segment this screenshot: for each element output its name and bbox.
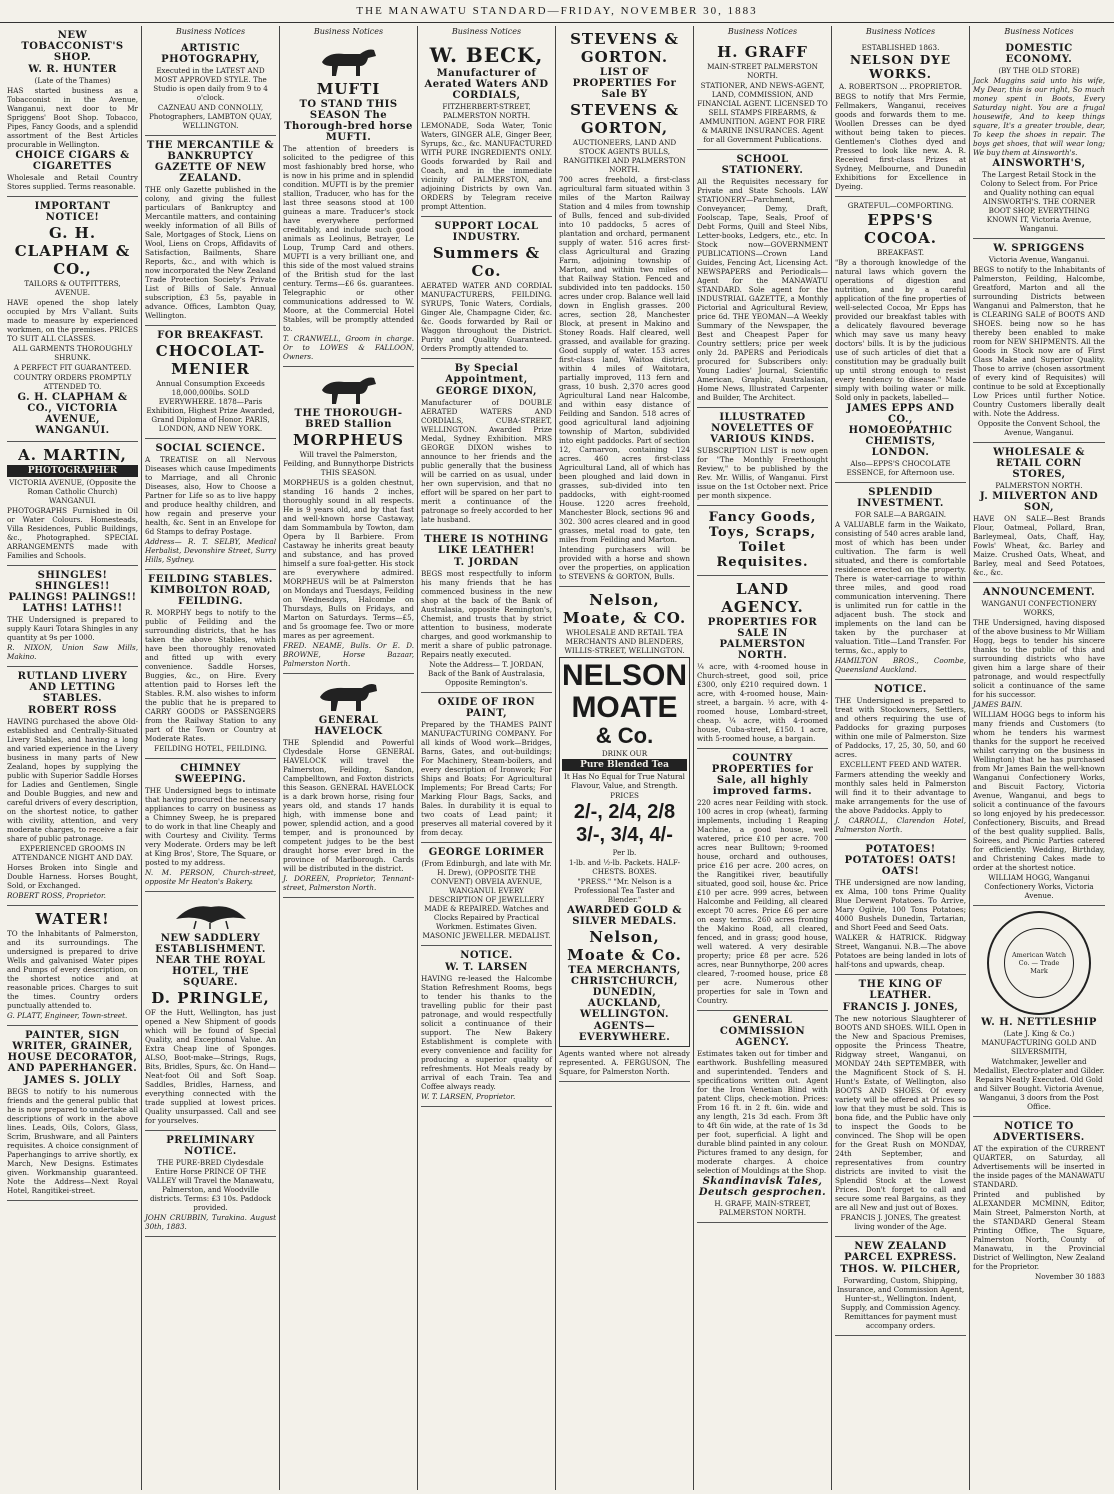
ad-body: R. MORPHY begs to notify to the public of Feilding and the surrounding districts, that he has taken the above Stables, which have been thoroughly renovated and fitted up with every convenience. Saddle Horses, Buggies, &c., on Hire. Every attention paid to Horses left the Stables. R.M. also wishes to inform the public that he is prepared to CARRY GOODS or PASSENGERS from the Railway Station to any part of the Town or Country at Moderate Rates. <box>145 608 276 743</box>
ad-title: NOTICE TO ADVERTISERS. <box>993 1121 1085 1143</box>
ad-body: THE Undersigned, having disposed of the above business to Mr William Hogg, begs to tender his sincere thanks to the public of this and surrounding districts who have given him a large share of their patronage, and would respectfully solicit a continuance of the same for his successor. <box>973 618 1105 699</box>
ad-body: SUBSCRIPTION LIST is now open for "The Monthly Freethought Review," to be published by the Rev. Mr. Willis, of Wanganui. First issue on the 1st October next. Price per month sixpence. <box>697 446 828 500</box>
ad-advertiser: AINSWORTH'S, <box>992 158 1086 169</box>
ad-notice-to-advertisers <box>973 1117 1105 1286</box>
ad-title-banner: PHOTOGRAPHER <box>7 465 138 477</box>
ad-advertiser: W. BECK, <box>429 43 544 67</box>
ad-body: The attention of breeders is solicited to the pedigree of this most fashionably bred horse, who is now in his prime and in splendid condition. MUFTI is by the premier stallion, Traducer, who has for the last three seasons stood at 100 guineas a mare. Traducer's stock have everywhere performed creditably, and include such good animals as Leolinus, Betrayer, Le Loup, Trump Card and others. MUFTI is a very brilliant one, and this side of the most valued strains of the British stud for the last century. Terms—£6 6s. guarantees. Telegraphic or other communications addressed to W. Moore, at the Commercial Hotel Stables, will be promptly attended to. <box>283 144 414 333</box>
ad-subtitle: PALMERSTON NORTH. <box>995 481 1083 490</box>
tea-panel <box>559 657 690 1047</box>
ad-body: Estimates taken out for timber and earthwork. Bushfelling measured and superintended. Tenders and specifications written out. Agent for the Iron Venetian Blind with patent Clips, check-motion. Prices: From 16 ft. in 2 ft. 6in. wide and any length, 21s 3d each. From 3ft to 4ft 6in wide, at the rate of 1s 3d per foot, superficial. A light and durable blind painted in any colour. Pictures framed to any design, for moderate charges. A choice selection of Mouldings at the Shop. <box>697 1049 828 1175</box>
ad-signature: T. CRANWELL, Groom in charge. Or to LOWES & FALLOON, Owners. <box>283 334 414 361</box>
ad-subtitle: Victoria Avenue, Wanganui. <box>988 255 1090 264</box>
ad-body: MORPHEUS is a golden chestnut, standing 16 hands 2 inches, thoroughly sound in all respects. He is 9 years old, and by that fast and well-known horse Castaway, dam Sommambula by Towton, dam Opera by Il Barbiere. From Castaway he inherits great beauty and substance, and has proved himself a sure foal-getter. His stock are everywhere admired. MORPHEUS will be at Palmerston on Mondays and Tuesdays, Feilding on Wednesdays, Halcombe on Thursdays, Bulls on Fridays, and Marton on Saturdays. Terms—£5, and 5s groomage fee. Two or more mares as per agreement. <box>283 478 414 640</box>
ad-subtitle: PROPERTIES FOR SALE IN PALMERSTON NORTH. <box>707 617 818 661</box>
ad-artistic-photography <box>145 39 276 136</box>
ad-signature: Note the Address— T. JORDAN, Back of the Bank of Australasia, Opposite Remington's. <box>428 660 545 687</box>
ad-signature: N. M. PERSON, Church-street, opposite Mr Heaton's Bakery. <box>145 868 276 886</box>
ad-parcel-express <box>835 1237 966 1336</box>
column-2 <box>142 26 280 1490</box>
ad-body: THE only Gazette published in the colony, and giving the fullest particulars of Bankruptcy and Mercantile matters, and containing weekly information of all Bills of Sale, Mortgages of Stock, Liens on Wool, Liens on Crops, Affidavits of Satisfaction, Bailments, Share Reports, &c., and with which is now incorporated the New Zealand Trade Protection Society's Private List of Bills of Sale. Annual subscription, £3 5s, payable in advance. Offices, Lambton Quay, Wellington. <box>145 185 276 320</box>
ad-feilding-stables <box>145 570 276 759</box>
prices-label: PRICES <box>610 791 639 800</box>
ad-subtitle: AUCTIONEERS, LAND AND STOCK AGENTS BULLS, RANGITIKEI AND PALMERSTON NORTH. <box>563 138 686 174</box>
ad-signature: WALKER & HATRICK. Ridgway Street, Wanganui. N.B.—The above Potatoes are being landed in lots of half-tons and upwards, cheap. <box>835 933 966 969</box>
ad-line: ALL GARMENTS THOROUGHLY SHRUNK. <box>12 344 133 362</box>
ad-signature: H. GRAFF, MAIN-STREET, PALMERSTON NORTH. <box>714 1199 811 1217</box>
ad-body: THE undersigned are now landing, ex Alma, 100 tons Prime Quality Blue Derwent Potatoes. To Arrive, Mary Ogilvie, 100 Tons Potatoes; 4000 Bushels Dunedin, Tartarian, and Short Feed and Seed Oats. <box>835 878 966 932</box>
ad-signature: HAMILTON BROS., Coombe, Queensland Auckland. <box>835 656 966 674</box>
ad-beck-aerated-waters <box>421 39 552 217</box>
ad-subtitle: (BY THE OLD STORE) <box>998 66 1080 75</box>
ad-title: THERE IS NOTHING LIKE LEATHER! <box>424 534 549 556</box>
drink-our: DRINK OUR <box>601 749 648 758</box>
ad-line: EXPERIENCED GROOMS IN ATTENDANCE NIGHT AND DAY. <box>12 844 133 862</box>
ad-title: Fancy Goods, Toys, Scraps, Toilet Requisites. <box>708 510 817 570</box>
ad-body: The Largest Retail Stock in the Colony to Select from. For Price and Quality nothing can equal AINSWORTH'S. THE CORNER BOOT SHOP, EVERYTHING KNOWN IT, Victoria Avenue, Wanganui. <box>980 170 1098 233</box>
ad-advertiser: W. H. NETTLESHIP <box>981 1017 1097 1028</box>
ad-advertiser: Nelson, Moate, & CO. <box>562 591 687 627</box>
ad-body: THE Undersigned begs to intimate that having procured the necessary appliances to carry on business as a Chimney Sweep, he is prepared to do work in that line Cheaply and with Courtesy and Civility. Terms very Moderate. Orders may be left at King Bros', Store, The Square, or posted to my address. <box>145 786 276 867</box>
ad-jolly-painter <box>7 1026 138 1201</box>
ad-signature: FEILDING HOTEL, FEILDING. <box>154 744 267 753</box>
ad-body: LEMONADE, Soda Water, Tonic Waters, GINGER ALE, Ginger Beer, Syrups, &c., &c. MANUFACTURED WITH PURE INGREDIENTS ONLY. Goods forwarded by Rail and Coach, and in the immediate vicinity of PALMERSTON, and adjoining Districts by own Van. ORDERS by Telegram receive prompt Attention. <box>421 121 552 211</box>
watch-seal <box>987 911 1091 1015</box>
ad-title: GENERAL COMMISSION AGENCY. <box>719 1015 806 1048</box>
ad-subtitle: (Late of the Thames) <box>34 76 111 85</box>
ad-signature: J. CARROLL, Clarendon Hotel, Palmerston North. <box>835 816 966 834</box>
ad-body: Forwarding, Custom, Shipping, Insurance, and Commission Agent, Hunter-st., Wellington. Indent, Supply, and Commission Agency. Remittances for payment must accompany orders. <box>836 1276 965 1330</box>
ad-body: Prepared by the THAMES PAINT MANUFACTURING COMPANY. For all kinds of Wood work—Bridges, Barns, Gates, and out-buildings; For Machinery, Steam-boilers, and every description of Ironwork; For Ships and Boats; For Agricultural Implements; For Bread Carts; For Marking Flour Bags, Sacks, and Bales. In durability it is equal to two coats of Lead paint; it preserves all material covered by it from decay. <box>421 720 552 837</box>
ad-body-2: Farmers attending the weekly and monthly sales held in Palmerston will find it to their advantage to make arrangements for the use of the above Paddocks. Apply to <box>835 770 966 815</box>
ad-signature: Address— R. T. SELBY, Medical Herbalist, Devonshire Street, Surry Hills, Sydney. <box>145 537 276 564</box>
ad-title: NOTICE. <box>874 684 927 695</box>
ad-advertiser: GEORGE DIXON, <box>436 386 537 397</box>
ad-advertiser: A. MARTIN, <box>18 446 127 464</box>
masthead: THE MANAWATU STANDARD—FRIDAY, NOVEMBER 30, 1883 <box>0 0 1114 23</box>
ad-subtitle: FOR SALE—A BARGAIN. <box>854 510 947 519</box>
ad-epps-cocoa <box>835 197 966 483</box>
ad-line: CHOICE CIGARS & CIGARETTES <box>15 150 130 172</box>
price-line: 2/-, 2/4, 2/8 <box>573 801 676 823</box>
ad-signature: JAMES EPPS AND CO., HOMOEOPATHIC CHEMISTS, LONDON. <box>846 403 955 458</box>
ad-tobacconist <box>7 26 138 197</box>
ad-school-stationery <box>697 150 828 408</box>
ad-advertiser: H. GRAFF <box>717 43 808 61</box>
ad-confectionery-announcement <box>973 583 1105 906</box>
column-4 <box>418 26 556 1490</box>
ad-title: ARTISTIC PHOTOGRAPHY, <box>161 43 260 65</box>
ad-advertiser: J. MILVERTON AND SON, <box>979 491 1099 513</box>
ad-title: NEW ZEALAND PARCEL EXPRESS. <box>844 1241 957 1263</box>
press-quote: "PRESS." "Mr. Nelson is a Professional Tea Taster and Blender." <box>574 877 675 904</box>
ad-signature: FRED. NEAME, Bulls. Or E. D. BROWNE, Horse Bazaar, Palmerston North. <box>283 641 414 668</box>
ad-body: HAVE opened the shop lately occupied by Mrs V'allant. Suits made to measure by experienced workmen, on the premises. PRICES TO SUIT ALL CLASSES. <box>7 298 138 343</box>
ad-mufti <box>283 39 414 367</box>
brand-word: & Co. <box>595 723 654 748</box>
ad-subtitle: A. ROBERTSON ... PROPRIETOR. <box>838 82 963 91</box>
ad-line: COUNTRY ORDERS PROMPTLY ATTENDED TO. <box>13 373 132 391</box>
ad-subtitle: Manufacturer of Aerated Waters AND CORDIALS, <box>424 68 549 101</box>
brand-name: Nelson, Moate & Co. <box>567 928 682 964</box>
ad-established: ESTABLISHED 1863. <box>861 43 940 52</box>
ad-title: WHOLESALE & RETAIL CORN STORES, <box>993 447 1085 480</box>
ad-signature: R. NIXON, Union Saw Mills, Makino. <box>7 643 138 661</box>
ad-address: FITZHERBERT-STREET, PALMERSTON NORTH. <box>442 102 531 120</box>
ad-signature: W. T. LARSEN, Proprietor. <box>421 1092 516 1101</box>
ad-general-havelock <box>283 674 414 898</box>
ad-prince-of-the-valley <box>145 1131 276 1237</box>
column-3 <box>280 26 418 1490</box>
column-header: Business Notices <box>175 27 246 36</box>
ad-signature: ROBERT ROSS, Proprietor. <box>7 891 106 900</box>
ad-rutland-stables <box>7 667 138 906</box>
ad-advertiser: W. R. HUNTER <box>28 64 117 75</box>
saddle-illustration <box>166 897 256 931</box>
ad-domestic-economy <box>973 39 1105 239</box>
ad-also: Also—EPPS'S CHOCOLATE ESSENCE, for Afternoon use. <box>846 459 955 477</box>
ad-title: OXIDE OF IRON PAINT, <box>437 697 536 719</box>
tea-merchants: TEA MERCHANTS, CHRISTCHURCH, DUNEDIN, AUCKLAND, WELLINGTON. <box>568 965 681 1020</box>
ad-body: A TREATISE on all Nervous Diseases which cause Impediments to Marriage, and all Chronic Diseases, also, How to Choose a Partner for Life so as to live happy and produce healthy children, and how regain and preserve your health, &c. Sent in an Envelope for 6d Stamps to defray Postage. <box>145 455 276 536</box>
ad-german-line: Skandinavisk Tales, Deutsch gesprochen. <box>698 1176 827 1198</box>
ad-title: THE THOROUGH-BRED Stallion <box>294 408 403 430</box>
column-7 <box>832 26 970 1490</box>
ad-advertiser: THOS. W. PILCHER, <box>840 1264 961 1275</box>
ad-potatoes-oats <box>835 840 966 975</box>
ad-george-dixon <box>421 359 552 530</box>
brand-word: MOATE <box>571 691 678 724</box>
ad-advertiser: ROBERT ROSS <box>28 705 117 716</box>
ad-body: A VALUABLE farm in the Waikato, consisting of 540 acres arable land, most of which has been under cultivation. The farm is well situated, and there is comfortable residence erected on the property. There is water-carriage to within three miles, and good road communication intervening. There is unlimited run for cattle in the adjacent bush. The stock and implements on the land can be taken by the purchaser at valuation. Title—Land Transfer. For terms, &c., apply to <box>835 520 966 655</box>
ad-body: THE Undersigned is prepared to treat with Stockowners, Settlers, and others requiring the use of Paddocks for grazing purposes within one mile of Palmerston. Size of Paddocks, 17, 25, 30, 50, and 60 acres. <box>835 696 966 759</box>
ad-title: SOCIAL SCIENCE. <box>155 443 266 454</box>
ad-advertiser: W. SPRIGGENS <box>993 243 1085 254</box>
ad-title: NOTICE. <box>460 950 513 961</box>
ad-king-of-leather <box>835 975 966 1237</box>
ad-body: HAS started business as a Tobacconist in the Avenue, Wanganui, next door to Mr Spriggens' Boot Shop. Tobacco, Pipes, Fancy Goods, and a splendid assortment of the Best Articles procurable in Wellington. <box>7 86 138 149</box>
ad-country-properties <box>697 749 828 1011</box>
ad-title: TO STAND THIS SEASON The Thorough-bred horse MUFTI. <box>284 99 413 143</box>
ad-subtitle: Will travel the Palmerston, Feilding, and Bunnythorpe Districts THIS SEASON. <box>283 450 414 477</box>
ad-advertiser: NELSON DYE WORKS. <box>850 53 951 81</box>
ad-body: AERATED WATER AND CORDIAL MANUFACTURERS, FEILDING. SYRUPS, Tonic Waters, Cordials, Ginger Ale, Champagne Cider, &c. &c. Goods forwarded by Rail or Waggon throughout the District. Purity and Quality Guaranteed. Orders Promptly attended to. <box>421 281 552 353</box>
ad-body-tail: Horses Broken into Single and Double Harness. Horses Bought, Sold, or Exchanged. <box>7 863 138 890</box>
ad-subtitle: TAILORS & OUTFITTERS, AVENUE. <box>24 279 121 297</box>
ad-advertiser: T. JORDAN <box>454 557 519 568</box>
ad-body: 220 acres near Feilding with stock. 100 acres in crop (wheat), farming implements, including 1 Reaping Machine, a good house, well watered, price £10 per acre. 700 acres near Bulltown; 9-roomed house, orchard and outhouses, price £16 per acre. 200 acres, on the Rangitikei river, beautifully situated, good soil, house &c. Price £10 per acre. 999 acres, between Halcombe and Feilding, all cleared except 70 acres. Price £6 per acre on easy terms. 260 acres fronting the Makino Road, all cleared, fenced, and in grass; good house, well watered. A very desirable property; price £8 per acre. 526 acres, near Bunnythorpe, 200 acres cleared, 7-roomed house, price £8 per acre. Numerous other properties for sale in Town and Country. <box>697 798 828 1005</box>
ad-footer: Opposite the Convent School, the Avenue, Wanganui. <box>977 419 1101 437</box>
ad-water <box>7 906 138 1026</box>
column-6 <box>694 26 832 1490</box>
ad-shingles <box>7 566 138 667</box>
agents: AGENTS—EVERYWHERE. <box>578 1021 671 1043</box>
ad-title: THE MERCANTILE & BANKRUPTCY GAZETTE OF NEW ZEALAND. <box>146 140 275 184</box>
horse-illustration <box>314 679 384 713</box>
ad-body: BEGS to notify to his numerous friends and the general public that he is now prepared to undertake all descriptions of work in the above lines. Leads, Oils, Colors, Glass, Scrim, Brushware, and all Painters requisites. A choice consignment of Paperhangings to arrive shortly, ex March, New Designs. Estimates given. Workmanship guaranteed. Note the Address—Next Royal Hotel, Rangitikei-street. <box>7 1087 138 1195</box>
column-header: Business Notices <box>451 27 522 36</box>
ad-martin-photographer <box>7 442 138 566</box>
ad-novelettes <box>697 408 828 506</box>
tea-claim: It Has No Equal for True Natural Flavour, Value, and Strength. <box>563 772 685 790</box>
ad-signature-2: WILLIAM HOGG, Wanganui Confectionery Works, Victoria Avenue. <box>984 873 1094 900</box>
ad-title: POTATOES! POTATOES! OATS! OATS! <box>844 844 957 877</box>
ad-body: AT the expiration of the CURRENT QUARTER, on Saturday, all Advertisements will be inserted in the inside pages of the MANAWATU STANDARD. <box>973 1144 1105 1189</box>
ad-title: ILLUSTRATED NOVELETTES OF VARIOUS KINDS. <box>710 412 815 445</box>
ad-splendid-investment <box>835 483 966 680</box>
ad-title: WATER! <box>35 910 110 928</box>
ad-title: By Special Appointment, <box>445 363 528 385</box>
ad-body: THE Undersigned is prepared to supply Kauri Totara Shingles in any quantity at 9s per 1000. <box>7 615 138 642</box>
ad-nettleship <box>973 906 1105 1117</box>
ad-body: OF the Hutt, Wellington, has just opened a New Shipment of goods which will be found of Special Quality, and Exceptional Value. An Extra Cheap line of Sponges. ALSO, Boot-make—Strings, Rugs, Bits, Bridles, Spurs, &c. On Hand—Neat-foot Oil and Soft Soap. Saddles, Bridles, Harness, and everything connected with the trade supplied at lowest prices. Quality unsurpassed. Call and see for yourselves. <box>145 1008 276 1125</box>
imprint: Printed and published by ALEXANDER MCMINN, Editor, Main Street, Palmerston North, at the STANDARD General Steam Printing Office, The Square, Palmerston North, County of Manawatu, in the Provincial District of Wellington, New Zealand for the Proprietor. <box>973 1190 1105 1271</box>
ad-subtitle: WHOLESALE AND RETAIL TEA MERCHANTS AND BLENDERS, WILLIS-STREET, WELLINGTON. <box>564 628 685 655</box>
ad-summers <box>421 217 552 359</box>
ad-jordan-leather <box>421 530 552 693</box>
ad-advertiser: G. H. CLAPHAM & CO., <box>14 224 131 278</box>
ad-advertiser: CAZNEAU AND CONNOLLY, Photographers, LAMBTON QUAY, WELLINGTON. <box>148 103 273 130</box>
ad-body: ¼ acre, with 4-roomed house in Church-street, good soil, price £300, only £210 required down. 1 acre, with 4-roomed house, Main-street, a bargain. ½ acre, with 4-roomed house, Lombard-street, cheap. ¼ acre, with 4-roomed house, Cuba-street, £150. 1 acre, with 5-roomed house, a bargain. <box>697 662 828 743</box>
ad-body: STATIONER, AND NEWS-AGENT, LAND, COMMISSION, AND FINANCIAL AGENT. LICENSED TO SELL STAMPS FIREARMS, & AMMUNITION. AGENT FOR FIRE & MARINE INSURANCES. Agent for all Government Publications. <box>697 81 828 144</box>
ad-advertiser: CHOCOLAT-MENIER <box>155 342 266 378</box>
ad-body: BEGS most respectfully to inform his many friends that he has commenced business in the new shop at the back of the Bank of Australasia, opposite Remington's, Chemist, and trusts that by strict attention to business, moderate charges, and good workmanship to merit a share of public patronage. Repairs neatly executed. <box>421 569 552 659</box>
horse-illustration <box>314 372 384 406</box>
seal-text: American Watch Co. — Trade Mark <box>1004 928 1074 998</box>
ad-title: PRELIMINARY NOTICE. <box>166 1135 255 1157</box>
ad-title: GEORGE LORIMER <box>428 847 545 858</box>
ad-body: Executed in the LATEST AND MOST APPROVED STYLE. The Studio is open daily from 9 to 4 o'clock. <box>153 66 268 102</box>
column-5 <box>556 26 694 1490</box>
ad-title: IMPORTANT NOTICE! <box>34 201 111 223</box>
ad-poem: Jack Muggins said unto his wife, My Dear, this is our right, So much money spent in Boots, Every Saturday night. You are a frugal housewife, And to keep things square, It's a greater trouble, dear, To keep the shoes in repair. The boys get shoes, that will wear long; We buy them at Ainsworth's. <box>973 76 1105 157</box>
ad-general-commission <box>697 1011 828 1223</box>
ad-morpheus <box>283 367 414 674</box>
ad-advertiser: STEVENS & GORTON. <box>570 30 679 66</box>
ad-body: TO the Inhabitants of Palmerston, and its surroundings. The undersigned is prepared to drive Wells and galvanised Water pipes and Pumps of every description, on the shortest notice and at reasonable prices. Charges to suit the times. Country orders punctually attended to. <box>7 929 138 1010</box>
ad-advertiser: Summers & Co. <box>432 244 541 280</box>
ad-advertiser: W. T. LARSEN <box>445 962 528 973</box>
ad-body: 700 acres freehold, a first-class agricultural farm situated within 3 miles of the Marton Railway Station and 4 miles from township of Bulls, fenced and sub-divided into 10 paddocks, 5 acres of plantation and orchard, permanent supply of water. 516 acres first-class Agricultural and Grazing Farm, adjoining township of Marton, and within two miles of that Railway Station. Fenced and subdivided into ten paddocks. 150 acres under crop. Balance well laid down in English grasses. 200 acres, section 28, Manchester Block, at present in Makino and Stoney Roads. Half cleared, well grassed, and available for grazing. Good supply of water. 153 acres first-class land, Waitoa district, within 4 miles of Waitotara, partially improved, 113 fern and grass, 10 bush. 2,370 acres good Agricultural Land near Halcombe, and within easy distance of Feilding and Sandon. 518 acres of good agricultural land adjoining township of Marton, subdivided into eight paddocks. Part of section 12, Carnarvon, containing 124 acres. 460 acres first-class Agricultural Land, all of which has been ploughed and laid down in grasses, sub-divided into ten paddocks, with eight-roomed House. 1220 acres freehold, Manchester Block, sections 96 and 302. 300 acres cleared and in good grasses, metal road to gate, ten miles from Feilding and Marton. <box>559 175 690 544</box>
ad-nelson-dye-works <box>835 39 966 197</box>
ad-signature: FRANCIS J. JONES, The greatest living wonder of the Age. <box>840 1213 961 1231</box>
imprint-date: November 30 1883 <box>1034 1272 1105 1281</box>
ad-footer: Intending purchasers will be provided with a horse and shown over the properties, on application to STEVENS & GORTON, Bulls. <box>559 545 690 581</box>
brand-word: NELSON <box>562 659 688 692</box>
ad-mercantile-gazette <box>145 136 276 326</box>
horse-illustration <box>314 44 384 78</box>
ad-body: The new notorious Slaughterer of BOOTS AND SHOES. WILL Open in the New and Spacious Premises, opposite the Princess Theatre, Ridgway street, Wanganui, on MONDAY 24th SEPTEMBER, with the Magnificent Stock of S. H. Hunt's Estate, of Wellington, also BOOTS AND SHOES. Of every variety will be offered at Prices so low that they must be sold. This is bona fide, and the Public have only to inspect the Goods to be convinced. The Shop will be open for the Great Rush on MONDAY, 24th September, and representatives from country districts are invited to visit the Splendid Stock at the Lowest Prices. Don't forget to call and secure some real Bargains, as they are all New and just out of Boxes. <box>835 1014 966 1212</box>
tea-banner: Pure Blended Tea <box>562 759 687 771</box>
packets: 1-lb. and ½-lb. Packets. HALF-CHESTS. BOXES. <box>568 858 681 876</box>
ad-body: PHOTOGRAPHS Furnished in Oil or Water Colours. Homesteads, Villa Residences, Public Buildings, &c., Photographed. SPECIAL ARRANGEMENTS made with Families and Schools. <box>7 506 138 560</box>
ad-body: HAVING purchased the above Old-established and Centrally-Situated Livery Stables, and having a long and varied experience in the Livery business in many parts of New Zealand, hopes by supplying the public with Superior Saddle Horses for Ladies and Gentlemen, Single and Double Buggies, and new and careful drivers of every description, on the shortest notice, to gather with civility, attention, and very moderate charges, to receive a fair share of public patronage. <box>7 717 138 843</box>
ad-chimney-sweeping <box>145 759 276 892</box>
ad-line: A PERFECT FIT GUARANTEED. <box>13 363 132 372</box>
ad-oxide-iron-paint <box>421 693 552 843</box>
ad-advertiser: D. PRINGLE, <box>151 989 270 1007</box>
column-1 <box>4 26 142 1490</box>
ad-social-science <box>145 439 276 570</box>
ad-stevens-gorton <box>559 26 690 587</box>
ad-title: FEILDING STABLES. KIMBOLTON ROAD, FEILDING. <box>148 574 273 607</box>
ad-title: COUNTRY PROPERTIES for Sale, all highly improved farms. <box>711 753 814 797</box>
ad-spriggens <box>973 239 1105 443</box>
ad-body: (From Edinburgh, and late with Mr. H. Drew), (OPPOSITE THE CONVENT) OBVEIA AVENUE, WANGANUI. EVERY DESCRIPTION OF JEWELLERY MADE & REPAIRED. Watches and Clocks Repaired by Practical Workmen. Estimates Given. MASONIC JEWELLER. MEDALIST. <box>421 859 552 940</box>
ad-title: CHIMNEY SWEEPING. <box>174 763 247 785</box>
ad-title: RUTLAND LIVERY AND LETTING STABLES. <box>17 671 128 704</box>
ad-fancy-goods <box>697 506 828 576</box>
ad-body: Watchmaker, Jeweller and Medallist, Electro-plater and Gilder. Repairs Neatly Executed. Old Gold and Silver Bought. Victoria Avenue, Wanganui, 3 doors from the Post Office. <box>973 1057 1105 1111</box>
ad-advertiser: FRANCIS J. JONES, <box>842 1002 959 1013</box>
ad-title: ANNOUNCEMENT. <box>982 587 1096 598</box>
ad-george-lorimer <box>421 843 552 946</box>
ad-chocolat-menier <box>145 326 276 439</box>
column-header: Business Notices <box>1004 27 1074 36</box>
ad-subtitle: WANGANUI CONFECTIONERY WORKS, <box>981 599 1097 617</box>
price-unit: Per lb. <box>612 848 637 857</box>
ad-nelson-moate <box>559 587 690 1082</box>
ad-corn-stores <box>973 443 1105 583</box>
ad-body: All the Requisites necessary for Private and State Schools. LAW STATIONERY—Parchment, Conveyancer, Demy, Draft, Foolscap, Tape, Seals, Proof of Debt Forms, Quill and Steel Nibs, Letter-books, Ledgers, etc., etc. In Stock now—GOVERNMENT PUBLICATIONS—Crown Land Guides, Fencing Act, Licensing Act. NEWSPAPERS and Periodicals—Agent for the MANAWATU STANDARD. Sole agent for the INDUSTRIAL GAZETTE, a Monthly Pictorial and Agricultural Review, price 6d. THE YEOMAN—A Weekly Summary of the Newspaper, the Best and Cheapest Paper for Country settlers; price per week only 2d. PAPERS and Periodicals procured for Subscribers only: Young Ladies' Journal, Scientific American, Graphic, Australasian, Home News, Illustrated Carpenter and Builder, The Architect. <box>697 177 828 402</box>
column-header: Business Notices <box>313 27 384 36</box>
ad-advertiser: MORPHEUS <box>293 431 404 449</box>
column-8 <box>970 26 1108 1490</box>
ad-title: SPLENDID INVESTMENT. <box>857 487 944 509</box>
ad-signature: JOHN CRUBBIN, Turakina. August 30th, 1883. <box>145 1213 276 1231</box>
ad-body: Manufacturer of DOUBLE AERATED WATERS AND CORDIALS, CUBA-STREET, WELLINGTON. Awarded Prize Medal, Sydney Exhibition. MRS GEORGE DIXON wishes to announce to her friends and the public generally that the business will be carried on as usual, under her own supervision, and that no effort will be spared on her part to merit a continuance of the patronage so freely accorded to her late husband. <box>421 398 552 524</box>
ad-address: MAIN-STREET PALMERSTON NORTH. <box>707 62 818 80</box>
ad-signature: J. DOREEN, Proprietor, Tennant-street, Palmerston North. <box>283 874 414 892</box>
award: AWARDED GOLD & SILVER MEDALS. <box>567 905 682 927</box>
ad-subtitle: VICTORIA AVENUE, (Opposite the Roman Catholic Church) WANGANUI. <box>9 478 136 505</box>
ad-footer: G. H. CLAPHAM & CO., VICTORIA AVENUE, WANGANUI. <box>17 392 128 436</box>
ad-title: GENERAL HAVELOCK <box>314 715 383 737</box>
ad-body: THE PURE-BRED Clydesdale Entire Horse PRINCE OF THE VALLEY will Travel the Manawatu, Palmerston, and Woodville districts. Terms: £3 10s. Paddock provided. <box>146 1158 275 1212</box>
column-header: Business Notices <box>865 27 936 36</box>
ad-clapham-tailors <box>7 197 138 442</box>
ad-advertiser: JAMES S. JOLLY <box>24 1075 121 1086</box>
ad-body-2: WILLIAM HOGG begs to inform his many friends and Customers (to whom he tenders his warmest thanks for the support he received whilst carrying on the business in Wellington) that he has purchased from Mr James Bain the well-known Wanganui Confectionery Works, and Biscuit Factory, Victoria Avenue, Wanganui, and begs to solicit a continuance of the favours so long enjoyed by his predecessor. Confectionery, Biscuits, and Bread of the best quality supplied. Balls, Soirees, and Picnic Parties catered for efficiently. Wedding, Birthday, and Christening Cakes made to order at the shortest notice. <box>973 710 1105 872</box>
ad-larsen <box>421 946 552 1107</box>
ad-land-agency <box>697 576 828 749</box>
ad-title: LIST OF PROPERTIES For Sale BY <box>572 67 677 100</box>
ad-title: THE KING OF LEATHER. <box>858 979 943 1001</box>
ad-title: DOMESTIC ECONOMY. <box>1005 43 1073 65</box>
ad-body: THE Splendid and Powerful Clydesdale Horse GENERAL HAVELOCK will travel the Palmerston, Feilding, Sandon, Campbelltown, and Foxton districts this Season. GENERAL HAVELOCK is a dark brown horse, rising four years old, and stands 17 hands high, with immense bone and power, splendid action, and a good temper, and is pronounced by competent judges to be the best draught horse ever bred in the province of Marlborough. Cards will be distributed in the district. <box>283 738 414 873</box>
ad-body: BEGS to notify that Mrs Fermie, Fellmakers, Wanganui, receives goods and forwards them to me. Woollen Dresses can be dyed without being taken to pieces. Gentlemen's Clothes dyed and Pressed to look like new. A. R. Received first-class Prizes at Sydney, Melbourne, and Dunedin Exhibitions for Excellence in Dyeing. <box>835 92 966 191</box>
columns <box>4 26 1110 1490</box>
ad-advertiser: MUFTI <box>316 80 381 98</box>
ad-subtitle: BREAKFAST. <box>877 248 924 257</box>
ad-title: SCHOOL STATIONERY. <box>721 154 804 176</box>
ad-body: BEGS to notify to the Inhabitants of Palmerston, Feilding, Halcombe, Greatford, Marton and all the surrounding Districts between Wanganui and Palmerston, that he is CLEARING SALE of BOOTS AND SHOES. being now so he has thereby been enabled to make room for NEW SHIPMENTS. All the Goods in Stock now are of First Class Make and Superior Quality. Those to arrive (chosen assortment of every kind of Requisites) will continue to be sold at Exceptionally Low Prices until further Notice. Country Customers liberally dealt with. Note the Address. <box>973 265 1105 418</box>
ad-body: HAVE ON SALE—Best Brands Flour, Oatmeal, Pollard, Bran, Barleymeal, Oats, Chaff, Hay, Fowls' Wheat, &c. Barley and Maize. Crushed Oats, Wheat, and Barley, meal and Seed Potatoes, &c., &c. <box>973 514 1105 577</box>
ad-line: EXCELLENT FEED AND WATER. <box>839 760 962 769</box>
ad-new-saddlery <box>145 892 276 1131</box>
ad-kicker: GRATEFUL—COMFORTING. <box>847 201 954 210</box>
ad-graff-stationer <box>697 39 828 150</box>
ad-body: "By a thorough knowledge of the natural laws which govern the operations of digestion and nutrition, and by a careful application of the fine properties of well-selected Cocoa, Mr Epps has provided our breakfast tables with a delicately flavoured beverage which may save us many heavy doctors' bills. It is by the judicious use of such articles of diet that a constitution may be gradually built up until strong enough to resist every tendency to disease." Made simply with boiling water or milk. Sold only in packets, labelled— <box>835 258 966 402</box>
ad-paddocks-notice <box>835 680 966 840</box>
ad-title: NEW TOBACCONIST'S SHOP. <box>21 30 124 63</box>
ad-body-tail: Wholesale and Retail Country Stores supplied. Terms reasonable. <box>7 173 138 191</box>
ad-footer: Agents wanted where not already represented. A. FERGUSON, The Square, for Palmerston North. <box>559 1049 690 1076</box>
column-header: Business Notices <box>727 27 798 36</box>
ad-signature: G. PLATT, Engineer, Town-street. <box>7 1011 128 1020</box>
ad-title: SUPPORT LOCAL INDUSTRY. <box>434 221 539 243</box>
ad-title: NEW SADDLERY ESTABLISHMENT. NEAR THE ROYAL HOTEL, THE SQUARE. <box>155 933 266 988</box>
ad-title: FOR BREAKFAST. <box>157 330 264 341</box>
price-line: 3/-, 3/4, 4/- <box>576 824 673 846</box>
ad-title: PAINTER, SIGN WRITER, GRAINER, HOUSE DECORATOR, AND PAPERHANGER. <box>7 1030 138 1074</box>
ad-title: SHINGLES! SHINGLES!! PALINGS! PALINGS!! LATHS! LATHS!! <box>8 570 137 614</box>
ad-body: HAVING re-leased the Halcombe Station Refreshment Rooms, begs to tender his thanks to the travelling public for their past patronage, and would respectfully solicit a continuance of their support. The New Bakery Establishment is complete with every convenience and facility for producing a superior quality of refreshments. Hot Meals ready by arrival of each Train. Tea and Coffee always ready. <box>421 974 552 1091</box>
ad-title: LAND AGENCY. <box>721 580 804 616</box>
ad-advertiser: EPPS'S COCOA. <box>864 211 937 247</box>
ad-body: Annual Consumption Exceeds 18,000,000lbs. SOLD EVERYWHERE. 1878—Paris Exhibition, Highest Prize Awarded, Grand Diploma of Honor. PARIS, LONDON, AND NEW YORK. <box>146 379 275 433</box>
ad-advertiser-2: STEVENS & GORTON, <box>570 101 679 137</box>
ad-subtitle: (Late J. King & Co.) MANUFACTURING GOLD AND SILVERSMITH, <box>981 1029 1097 1056</box>
ad-signature: JAMES BAIN. <box>973 700 1023 709</box>
